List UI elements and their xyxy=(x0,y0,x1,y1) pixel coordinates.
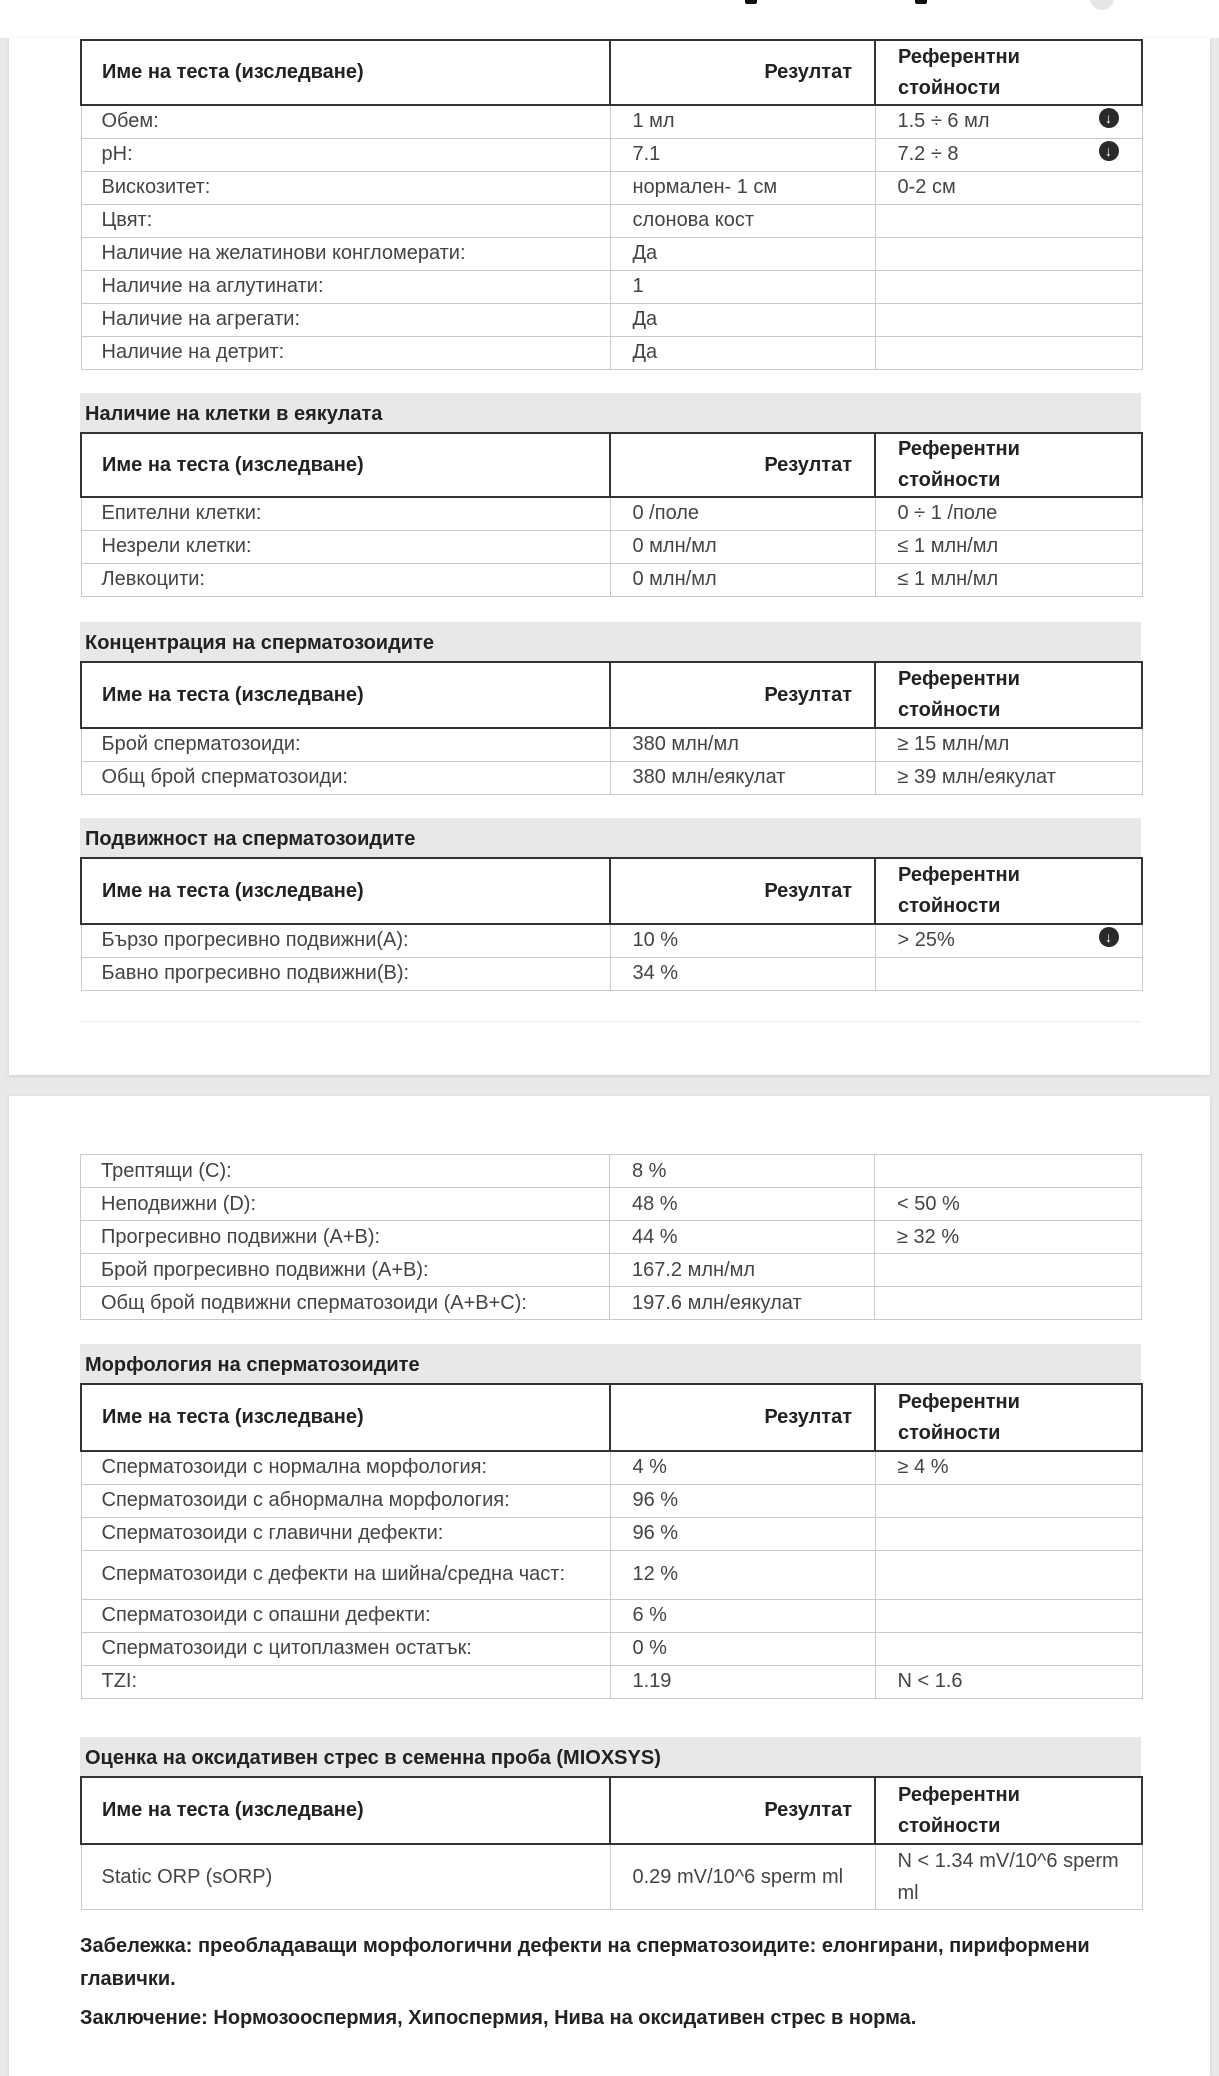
test-name-cell xyxy=(81,1451,610,1484)
test-name-cell xyxy=(81,1221,610,1254)
table-row xyxy=(81,761,1142,794)
conclusion-text: Заключение: Нормозооспермия, Хипоспермия, Нива на оксидативен стрес в норма. xyxy=(80,2007,917,2029)
result-cell xyxy=(610,1451,875,1484)
motility-table xyxy=(80,857,1143,991)
reference-cell xyxy=(875,1517,1142,1550)
table-row xyxy=(81,105,1142,138)
test-name-cell xyxy=(81,204,610,237)
section-title-concentration: Концентрация на сперматозоидите xyxy=(80,622,1141,661)
table-row xyxy=(81,1287,1142,1320)
table-row xyxy=(81,728,1142,761)
test-name-cell-text: Наличие на аглутинати: xyxy=(101,275,324,297)
test-name-cell-text: Левкоцити: xyxy=(101,568,205,590)
test-name-cell xyxy=(81,1517,610,1550)
table-row xyxy=(81,171,1142,204)
section-title-cells: Наличие на клетки в еякулата xyxy=(80,393,1141,432)
test-name-cell xyxy=(81,530,610,563)
result-cell xyxy=(610,138,875,171)
test-name-cell-text: Сперматозоиди с главични дефекти: xyxy=(101,1522,444,1544)
reference-cell-text: ≥ 39 млн/еякулат xyxy=(897,766,1056,788)
reference-cell-text: 1.5 ÷ 6 мл xyxy=(897,110,990,133)
table-row xyxy=(81,1632,1142,1665)
table-row xyxy=(81,1254,1142,1287)
reference-cell xyxy=(875,497,1142,530)
reference-cell xyxy=(875,1155,1142,1188)
result-cell xyxy=(610,1517,875,1550)
basic-table-wrap xyxy=(80,39,1141,370)
test-name-cell-text: Неподвижни (D): xyxy=(101,1192,257,1215)
result-cell-text: 1.19 xyxy=(632,1670,672,1692)
column-header-result: Резултат xyxy=(610,1777,875,1844)
section-title-oxidative: Оценка на оксидативен стрес в семенна проба (MIOXSYS) xyxy=(80,1737,1141,1776)
test-name-cell-text: Сперматозоиди с нормална морфология: xyxy=(101,1456,488,1479)
result-cell-text: 10 % xyxy=(632,929,679,952)
result-cell-text: 380 млн/мл xyxy=(632,733,739,756)
reference-cell xyxy=(875,563,1142,596)
reference-cell xyxy=(875,138,1142,171)
reference-cell-text: 0-2 см xyxy=(897,176,956,198)
test-name-cell-text: Наличие на детрит: xyxy=(101,341,285,363)
column-header-reference: Референтни стойности xyxy=(875,662,1142,728)
column-header-result: Резултат xyxy=(610,662,875,728)
result-cell-text: 197.6 млн/еякулат xyxy=(632,1291,802,1314)
reference-cell-text: N < 1.6 xyxy=(897,1670,963,1692)
table-row xyxy=(81,1665,1142,1698)
reference-cell xyxy=(875,171,1142,204)
test-name-cell xyxy=(81,1665,610,1698)
reference-cell xyxy=(875,237,1142,270)
reference-cell xyxy=(875,1287,1142,1320)
reference-cell-text: ≤ 1 млн/мл xyxy=(897,568,999,590)
result-cell xyxy=(610,237,875,270)
report-page-1 xyxy=(9,38,1210,1075)
result-cell xyxy=(610,728,875,761)
result-cell xyxy=(610,204,875,237)
test-name-cell xyxy=(81,1188,610,1221)
table-header-row xyxy=(81,858,1142,924)
result-cell-text: 44 % xyxy=(632,1225,678,1248)
test-name-cell-text: Незрели клетки: xyxy=(101,535,252,557)
test-name-cell-text: pH: xyxy=(101,143,133,165)
cells-section xyxy=(80,393,1141,597)
reference-cell xyxy=(875,1632,1142,1665)
test-name-cell-text: Обем: xyxy=(101,110,159,133)
result-cell xyxy=(610,1599,875,1632)
column-header-result: Резултат xyxy=(610,40,875,105)
cropped-circle-icon xyxy=(1090,0,1114,10)
result-cell-text: 12 % xyxy=(632,1563,679,1585)
column-header-reference: Референтни стойности xyxy=(875,1777,1142,1844)
result-cell-text: нормален- 1 см xyxy=(632,176,778,198)
test-name-cell xyxy=(81,1484,610,1517)
table-row xyxy=(81,1484,1142,1517)
table-row xyxy=(81,1221,1142,1254)
reference-cell xyxy=(875,1550,1142,1599)
result-cell-text: 96 % xyxy=(632,1489,679,1511)
motility-continued-table xyxy=(80,1154,1142,1320)
note-text: Забележка: преобладаващи морфологични дефекти на сперматозоидите: елонгирани, пириформени главички. xyxy=(80,1935,1090,1990)
oxidative-section xyxy=(80,1737,1141,1910)
test-name-cell-text: Общ брой сперматозоиди: xyxy=(101,766,348,788)
result-cell-text: 380 млн/еякулат xyxy=(632,766,786,788)
divider xyxy=(80,1021,1141,1022)
cropped-text-fragment xyxy=(745,0,757,4)
test-name-cell-text: Наличие на агрегати: xyxy=(101,308,300,330)
test-name-cell-text: Наличие на желатинови конгломерати: xyxy=(101,242,466,264)
cropped-text-fragment xyxy=(915,0,927,4)
test-name-cell xyxy=(81,957,610,990)
column-header-result: Резултат xyxy=(610,433,875,497)
column-header-name: Име на теста (изследване) xyxy=(81,433,610,497)
table-row xyxy=(81,237,1142,270)
reference-cell-text: > 25% xyxy=(897,929,955,952)
reference-cell xyxy=(875,957,1142,990)
reference-cell-text: < 50 % xyxy=(897,1192,960,1215)
result-cell xyxy=(610,1632,875,1665)
table-header-row xyxy=(81,662,1142,728)
result-cell xyxy=(610,761,875,794)
reference-cell xyxy=(875,336,1142,369)
table-row xyxy=(81,924,1142,957)
table-row xyxy=(81,497,1142,530)
result-cell xyxy=(610,530,875,563)
test-name-cell-text: Общ брой подвижни сперматозоиди (A+B+C): xyxy=(101,1291,527,1314)
table-row xyxy=(81,138,1142,171)
table-row xyxy=(81,1517,1142,1550)
reference-cell xyxy=(875,1599,1142,1632)
column-header-reference: Референтни стойности xyxy=(875,1384,1142,1451)
concentration-section xyxy=(80,622,1141,795)
test-name-cell-text: Бавно прогресивно подвижни(B): xyxy=(101,962,410,984)
test-name-cell-text: Сперматозоиди с дефекти на шийна/средна част: xyxy=(101,1563,566,1585)
test-name-cell xyxy=(81,303,610,336)
test-name-cell-text: Епителни клетки: xyxy=(101,502,262,525)
test-name-cell xyxy=(81,237,610,270)
result-cell-text: Да xyxy=(632,242,658,264)
test-name-cell xyxy=(81,497,610,530)
column-header-result: Резултат xyxy=(610,858,875,924)
result-cell-text: Да xyxy=(632,341,658,363)
result-cell xyxy=(610,1844,875,1910)
reference-cell xyxy=(875,1188,1142,1221)
result-cell xyxy=(610,270,875,303)
result-cell-text: 1 мл xyxy=(632,110,675,133)
test-name-cell-text: Трептящи (C): xyxy=(101,1159,232,1182)
column-header-name: Име на теста (изследване) xyxy=(81,858,610,924)
reference-cell xyxy=(875,270,1142,303)
result-cell-text: 96 % xyxy=(632,1522,679,1544)
motility-section xyxy=(80,818,1141,991)
morphology-section xyxy=(80,1344,1141,1699)
result-cell xyxy=(610,563,875,596)
result-cell xyxy=(610,957,875,990)
test-name-cell xyxy=(81,924,610,957)
reference-cell-text: ≥ 4 % xyxy=(897,1456,949,1479)
result-cell xyxy=(610,1484,875,1517)
result-cell-text: 4 % xyxy=(632,1456,667,1479)
test-name-cell xyxy=(81,1550,610,1599)
result-cell-text: слонова кост xyxy=(632,209,755,231)
result-cell xyxy=(610,105,875,138)
test-name-cell-text: Брой сперматозоиди: xyxy=(101,733,301,756)
column-header-name: Име на теста (изследване) xyxy=(81,662,610,728)
reference-cell xyxy=(875,761,1142,794)
result-cell-text: 6 % xyxy=(632,1604,667,1626)
test-name-cell-text: Брой прогресивно подвижни (A+B): xyxy=(101,1258,429,1281)
result-cell-text: 0 млн/мл xyxy=(632,568,717,590)
reference-cell xyxy=(875,924,1142,957)
table-header-row xyxy=(81,433,1142,497)
result-cell xyxy=(610,1221,875,1254)
result-cell-text: 7.1 xyxy=(632,143,661,165)
test-name-cell-text: Цвят: xyxy=(101,209,153,231)
reference-cell-text: ≥ 15 млн/мл xyxy=(897,733,1010,756)
test-name-cell-text: Прогресивно подвижни (A+B): xyxy=(101,1225,381,1248)
arrow-down-icon: ↓ xyxy=(1099,927,1119,947)
column-header-reference: Референтни стойности xyxy=(875,40,1142,105)
result-cell-text: Да xyxy=(632,308,658,330)
table-row xyxy=(81,1844,1142,1910)
arrow-down-icon: ↓ xyxy=(1099,141,1119,161)
table-row xyxy=(81,336,1142,369)
column-header-name: Име на теста (изследване) xyxy=(81,1384,610,1451)
result-cell xyxy=(610,1155,875,1188)
test-name-cell-text: Бързо прогресивно подвижни(A): xyxy=(101,929,409,952)
reference-cell xyxy=(875,105,1142,138)
reference-cell-text: 7.2 ÷ 8 xyxy=(897,143,959,165)
reference-cell-text: ≤ 1 млн/мл xyxy=(897,535,999,557)
column-header-name: Име на теста (изследване) xyxy=(81,40,610,105)
test-name-cell-text: Сперматозоиди с цитоплазмен остатък: xyxy=(101,1637,472,1659)
result-cell xyxy=(610,1188,875,1221)
result-cell-text: 1 xyxy=(632,275,644,297)
test-name-cell-text: TZI: xyxy=(101,1670,138,1692)
arrow-down-icon: ↓ xyxy=(1099,108,1119,128)
test-name-cell xyxy=(81,761,610,794)
table-row xyxy=(81,204,1142,237)
result-cell-text: 48 % xyxy=(632,1192,678,1215)
oxidative-table xyxy=(80,1776,1143,1910)
section-title-motility: Подвижност на сперматозоидите xyxy=(80,818,1141,857)
table-header-row xyxy=(81,40,1142,105)
test-name-cell xyxy=(81,171,610,204)
table-header-row xyxy=(81,1384,1142,1451)
test-name-cell xyxy=(81,728,610,761)
result-cell-text: 0 % xyxy=(632,1637,667,1659)
motility-continued xyxy=(80,1154,1141,1320)
test-name-cell xyxy=(81,1287,610,1320)
test-name-cell xyxy=(81,1254,610,1287)
result-cell-text: 0 млн/мл xyxy=(632,535,717,557)
result-cell xyxy=(610,1550,875,1599)
test-name-cell xyxy=(81,1599,610,1632)
table-row xyxy=(81,530,1142,563)
table-row xyxy=(81,1188,1142,1221)
result-cell xyxy=(610,1665,875,1698)
result-cell-text: 0.29 mV/10^6 sperm ml xyxy=(632,1866,844,1888)
table-row xyxy=(81,1451,1142,1484)
column-header-result: Резултат xyxy=(610,1384,875,1451)
reference-cell-text: 0 ÷ 1 /поле xyxy=(897,502,998,525)
reference-cell-text: ≥ 32 % xyxy=(897,1225,960,1248)
table-row xyxy=(81,270,1142,303)
result-cell xyxy=(610,924,875,957)
test-name-cell xyxy=(81,1632,610,1665)
reference-cell xyxy=(875,1221,1142,1254)
table-header-row xyxy=(81,1777,1142,1844)
cells-table xyxy=(80,432,1143,597)
reference-cell xyxy=(875,530,1142,563)
section-title-morphology: Морфология на сперматозоидите xyxy=(80,1344,1141,1383)
test-name-cell xyxy=(81,1844,610,1910)
test-name-cell xyxy=(81,563,610,596)
reference-cell xyxy=(875,1254,1142,1287)
test-name-cell-text: Сперматозоиди с опашни дефекти: xyxy=(101,1604,431,1626)
result-cell-text: 34 % xyxy=(632,962,679,984)
column-header-reference: Референтни стойности xyxy=(875,433,1142,497)
result-cell-text: 8 % xyxy=(632,1159,667,1182)
test-name-cell-text: Сперматозоиди с абнормална морфология: xyxy=(101,1489,510,1511)
table-row xyxy=(81,957,1142,990)
reference-cell xyxy=(875,1484,1142,1517)
reference-cell xyxy=(875,303,1142,336)
test-name-cell xyxy=(81,1155,610,1188)
test-name-cell-text: Вискозитет: xyxy=(101,176,211,198)
result-cell xyxy=(610,171,875,204)
table-row xyxy=(81,563,1142,596)
result-cell xyxy=(610,1287,875,1320)
reference-cell xyxy=(875,1451,1142,1484)
test-name-cell xyxy=(81,336,610,369)
reference-cell xyxy=(875,1665,1142,1698)
test-name-cell xyxy=(81,270,610,303)
result-cell-text: 0 /поле xyxy=(632,502,700,525)
table-row xyxy=(81,1550,1142,1599)
result-cell-text: 167.2 млн/мл xyxy=(632,1258,756,1281)
column-header-name: Име на теста (изследване) xyxy=(81,1777,610,1844)
basic-parameters-table xyxy=(80,39,1143,370)
table-row xyxy=(81,1599,1142,1632)
reference-cell xyxy=(875,204,1142,237)
reference-cell-text: N < 1.34 mV/10^6 sperm ml xyxy=(897,1850,1119,1904)
reference-cell xyxy=(875,728,1142,761)
test-name-cell-text: Static ORP (sORP) xyxy=(101,1866,273,1888)
top-strip xyxy=(0,0,1219,38)
result-cell xyxy=(610,497,875,530)
concentration-table xyxy=(80,661,1143,795)
morphology-table xyxy=(80,1383,1143,1699)
result-cell xyxy=(610,303,875,336)
result-cell xyxy=(610,1254,875,1287)
table-row xyxy=(81,1155,1142,1188)
result-cell xyxy=(610,336,875,369)
test-name-cell xyxy=(81,138,610,171)
test-name-cell xyxy=(81,105,610,138)
column-header-reference: Референтни стойности xyxy=(875,858,1142,924)
table-row xyxy=(81,303,1142,336)
report-page-2 xyxy=(9,1096,1210,2076)
reference-cell xyxy=(875,1844,1142,1910)
